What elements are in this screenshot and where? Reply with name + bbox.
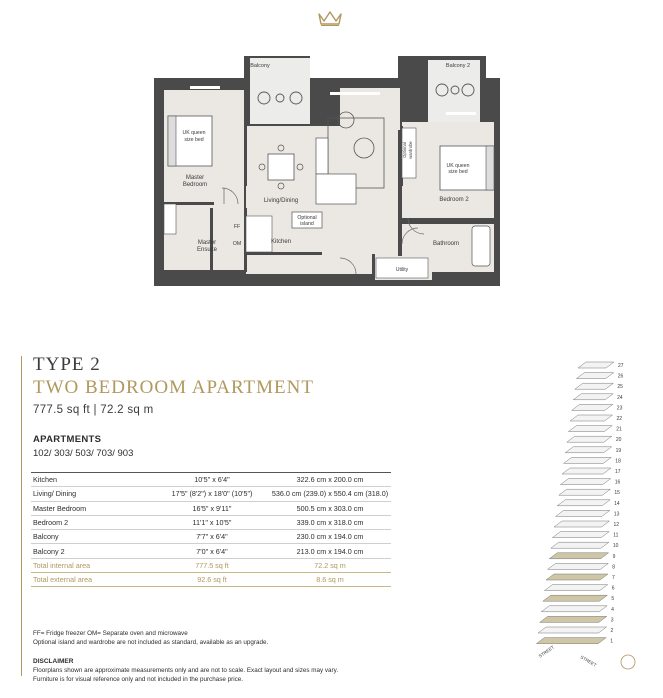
room-imperial: 7'0" x 6'4" <box>155 544 269 558</box>
master-bed-label-1: UK queen <box>182 130 206 136</box>
floor-slab <box>575 383 623 390</box>
room-metric: 536.0 cm (239.0) x 550.4 cm (318.0) <box>269 487 391 501</box>
room-row <box>31 487 391 501</box>
floor-number: 8 <box>612 564 616 571</box>
balcony2-label: Balcony 2 <box>445 63 471 69</box>
ensuite-label-2: Ensuite <box>196 247 218 253</box>
legend-line-1: FF= Fridge freezer OM= Separate oven and microwave <box>33 630 188 637</box>
floor-slab <box>570 415 622 422</box>
floor-slab <box>554 521 619 528</box>
room-name: Master Bedroom <box>31 501 155 515</box>
building-floor-diagram <box>530 356 658 676</box>
room-row <box>31 530 391 544</box>
floor-slab <box>576 373 623 380</box>
floor-number: 9 <box>612 553 616 560</box>
floor-slab <box>543 595 615 602</box>
master-bed-label-2: size bed <box>184 137 204 143</box>
floor-slab <box>540 616 614 623</box>
apartments-heading: APARTMENTS <box>33 434 102 445</box>
bedroom2-label: Bedroom 2 <box>439 197 469 203</box>
floor-slab <box>551 542 619 549</box>
total-row <box>31 573 391 587</box>
street-label-1: STREET <box>537 644 556 659</box>
ensuite-label-1: Master <box>197 240 217 246</box>
floor-number: 6 <box>611 585 615 592</box>
legend-line-2: Optional island and wardrobe are not included as standard, available as an upgrade. <box>33 638 269 646</box>
bathroom-label: Bathroom <box>432 241 460 247</box>
crown-logo-icon <box>317 10 343 26</box>
floor-slab <box>562 468 621 475</box>
floor-slab <box>578 362 624 369</box>
floor-slab <box>572 404 623 411</box>
room-name: Balcony <box>31 530 155 544</box>
room-name: Kitchen <box>31 473 155 487</box>
room-row <box>31 515 391 529</box>
room-imperial: 92.6 sq ft <box>155 573 269 587</box>
disclaimer-line-1: Floorplans shown are approximate measurements only and are not to scale. Exact layout and sizes may vary. <box>33 667 339 674</box>
kitchen-label: Kitchen <box>270 239 292 245</box>
floor-slab <box>556 510 620 517</box>
om-label: OM <box>232 241 242 247</box>
floor-number: 26 <box>617 373 624 380</box>
floor-slab <box>536 638 613 645</box>
optional-wardrobe-label-2: wardrobe <box>408 141 413 159</box>
floor-number: 16 <box>614 479 621 486</box>
floor-slab <box>546 574 615 581</box>
floor-number: 23 <box>616 405 623 412</box>
room-metric: 322.6 cm x 200.0 cm <box>269 473 391 487</box>
floor-number: 5 <box>611 596 615 603</box>
master-bedroom-label-1: Master <box>185 175 205 181</box>
floor-number: 3 <box>610 617 614 624</box>
floor-slab <box>549 553 615 560</box>
floor-slab <box>565 447 621 454</box>
floor-number: 10 <box>612 543 619 550</box>
floor-slab <box>567 436 622 443</box>
floor-number: 24 <box>617 394 623 401</box>
floor-number: 4 <box>611 606 614 613</box>
room-metric: 339.0 cm x 318.0 cm <box>269 515 391 529</box>
disclaimer-line-2: Furniture is for visual reference only and not included in the purchase price. <box>33 675 244 683</box>
floor-slab <box>552 532 618 539</box>
room-imperial: 17'5" (8'2") x 18'0" (10'5") <box>155 487 269 501</box>
optional-island-label-2: island <box>300 221 314 227</box>
room-metric: 72.2 sq m <box>269 558 391 572</box>
apartment-area: 777.5 sq ft | 72.2 sq m <box>33 404 154 416</box>
utility-label: Utility <box>395 267 409 273</box>
compass-icon <box>621 655 635 669</box>
floor-number: 20 <box>615 437 622 444</box>
floor-slab <box>573 394 623 401</box>
room-metric: 213.0 cm x 194.0 cm <box>269 544 391 558</box>
legend <box>33 630 268 647</box>
master-bedroom-label-2: Bedroom <box>182 182 208 188</box>
floor-slab <box>541 606 614 613</box>
floor-plan <box>150 48 504 290</box>
room-name: Total internal area <box>31 558 155 572</box>
room-imperial: 16'5" x 9'11" <box>155 501 269 515</box>
room-row <box>31 501 391 515</box>
floor-number: 15 <box>614 490 620 497</box>
floor-number: 17 <box>615 469 621 475</box>
floor-slab <box>557 500 620 507</box>
living-dining-label: Living/Dining <box>263 198 299 204</box>
floor-slab <box>559 489 620 496</box>
room-row <box>31 473 391 487</box>
floor-number: 2 <box>610 628 614 634</box>
apartments-list: 102/ 303/ 503/ 703/ 903 <box>33 448 134 459</box>
floor-slab <box>544 585 614 592</box>
disclaimer-heading: DISCLAIMER <box>33 658 74 665</box>
street-label-2: STREET <box>579 654 598 668</box>
room-dimensions-table <box>31 472 391 587</box>
floor-slab <box>548 563 616 570</box>
floor-number: 27 <box>618 363 624 369</box>
floor-number: 13 <box>613 511 620 518</box>
floor-slab <box>564 457 621 464</box>
floor-number: 14 <box>614 500 620 507</box>
room-imperial: 7'7" x 6'4" <box>155 530 269 544</box>
room-name: Living/ Dining <box>31 487 155 501</box>
balcony-label: Balcony <box>250 63 270 69</box>
bed2-label-2: size bed <box>448 169 468 175</box>
bed2-label-1: UK queen <box>446 163 470 169</box>
gold-accent-bar <box>21 356 22 676</box>
floor-number: 19 <box>615 447 622 454</box>
disclaimer <box>33 667 338 684</box>
floor-number: 21 <box>616 426 622 433</box>
floor-slab <box>538 627 614 634</box>
room-metric: 230.0 cm x 194.0 cm <box>269 530 391 544</box>
room-metric: 8.6 sq m <box>269 573 391 587</box>
room-imperial: 10'5" x 6'4" <box>155 473 269 487</box>
floor-number: 1 <box>610 638 613 645</box>
total-row <box>31 558 391 572</box>
room-metric: 500.5 cm x 303.0 cm <box>269 501 391 515</box>
floor-number: 22 <box>616 416 623 422</box>
apartment-subtitle: TWO BEDROOM APARTMENT <box>33 377 314 398</box>
optional-wardrobe-label-1: Optional <box>402 142 407 158</box>
floor-number: 11 <box>613 532 619 539</box>
optional-island-label-1: Optional <box>297 215 317 221</box>
floor-number: 25 <box>617 384 623 391</box>
apartment-type: TYPE 2 <box>33 354 101 375</box>
room-name: Bedroom 2 <box>31 515 155 529</box>
floor-number: 7 <box>612 575 615 581</box>
room-imperial: 777.5 sq ft <box>155 558 269 572</box>
room-imperial: 11'1" x 10'5" <box>155 515 269 529</box>
floor-slab <box>560 479 620 486</box>
floor-number: 12 <box>613 522 620 528</box>
floor-slab <box>568 426 622 433</box>
room-row <box>31 544 391 558</box>
room-name: Total external area <box>31 573 155 587</box>
room-name: Balcony 2 <box>31 544 155 558</box>
ff-label: FF <box>233 224 241 230</box>
floor-number: 18 <box>615 458 621 465</box>
